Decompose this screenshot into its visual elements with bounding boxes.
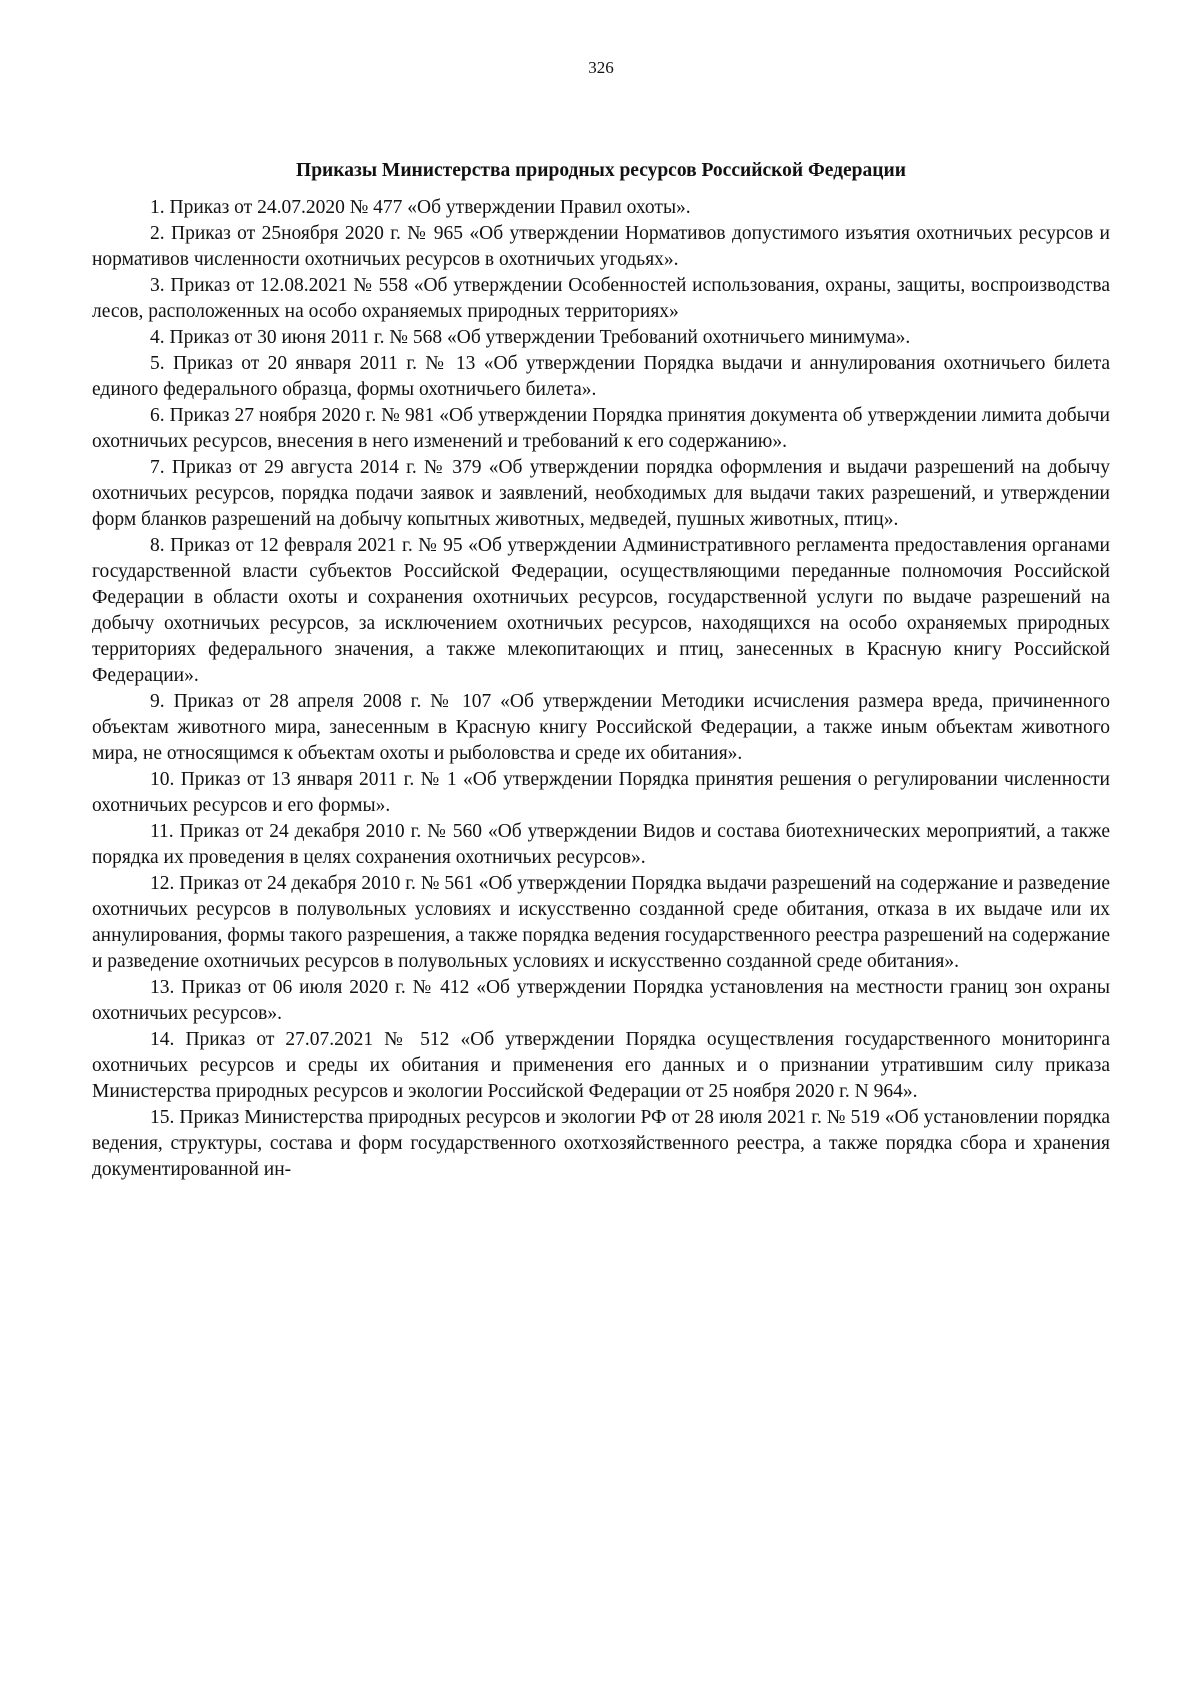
- list-item: 2. Приказ от 25ноября 2020 г. № 965 «Об утверждении Нормативов допустимого изъятия охотничьих ресурсов и нормативов численности охотничьих ресурсов в охотничьих угодьях».: [92, 223, 1110, 270]
- page-number: 326: [588, 58, 614, 77]
- list-item: 9. Приказ от 28 апреля 2008 г. № 107 «Об утверждении Методики исчисления размера вреда, причиненного объектам животного мира, занесенным в Красную книгу Российской Федерации, а также иным объектам животного мира, не относящимся к объектам охоты и рыболовства и среде их обитания».: [92, 691, 1110, 764]
- list-item: 14. Приказ от 27.07.2021 № 512 «Об утверждении Порядка осуществления государственного мониторинга охотничьих ресурсов и среды их обитания и применения его данных и о признании утратившим силу приказа Министерства природных ресурсов и экологии Российской Федерации от 25 ноября 2020 г. N 964».: [92, 1029, 1110, 1102]
- list-item: 12. Приказ от 24 декабря 2010 г. № 561 «Об утверждении Порядка выдачи разрешений на содержание и разведение охотничьих ресурсов в полувольных условиях и искусственно созданной среде обитания, отказа в их выдаче или их аннулирования, формы такого разрешения, а также порядка ведения государственного реестра разрешений на содержание и разведение охотничьих ресурсов в полувольных условиях и искусственно созданной среде обитания».: [92, 873, 1110, 972]
- list-item: 10. Приказ от 13 января 2011 г. № 1 «Об утверждении Порядка принятия решения о регулировании численности охотничьих ресурсов и его формы».: [92, 769, 1110, 816]
- list-item: 3. Приказ от 12.08.2021 № 558 «Об утверждении Особенностей использования, охраны, защиты, воспроизводства лесов, расположенных на особо охраняемых природных территориях»: [92, 275, 1110, 322]
- list-item: 5. Приказ от 20 января 2011 г. № 13 «Об утверждении Порядка выдачи и аннулирования охотничьего билета единого федерального образца, формы охотничьего билета».: [92, 353, 1110, 400]
- list-item: 4. Приказ от 30 июня 2011 г. № 568 «Об утверждении Требований охотничьего минимума».: [150, 327, 911, 348]
- list-item: 8. Приказ от 12 февраля 2021 г. № 95 «Об утверждении Административного регламента предоставления органами государственной власти субъектов Российской Федерации, осуществляющими переданные полномочия Российской Федерации в области охоты и сохранения охотничьих ресурсов, государственной услуги по выдаче разрешений на добычу охотничьих ресурсов, за исключением охотничьих ресурсов, находящихся на особо охраняемых природных территориях федерального значения, а также млекопитающих и птиц, занесенных в Красную книгу Российской Федерации».: [92, 535, 1110, 686]
- list-item: 1. Приказ от 24.07.2020 № 477 «Об утверждении Правил охоты».: [150, 197, 691, 218]
- list-item: 15. Приказ Министерства природных ресурсов и экологии РФ от 28 июля 2021 г. № 519 «Об установлении порядка ведения, структуры, состава и форм государственного охотхозяйственного реестра, а также порядка сбора и хранения документированной ин-: [92, 1107, 1110, 1180]
- list-item: 13. Приказ от 06 июля 2020 г. № 412 «Об утверждении Порядка установления на местности границ зон охраны охотничьих ресурсов».: [92, 977, 1110, 1024]
- list-item: 6. Приказ 27 ноября 2020 г. № 981 «Об утверждении Порядка принятия документа об утверждении лимита добычи охотничьих ресурсов, внесения в него изменений и требований к его содержанию».: [92, 405, 1110, 452]
- page-title: Приказы Министерства природных ресурсов Российской Федерации: [296, 160, 906, 181]
- order-list: [92, 195, 1110, 1183]
- list-item: 11. Приказ от 24 декабря 2010 г. № 560 «Об утверждении Видов и состава биотехнических мероприятий, а также порядка их проведения в целях сохранения охотничьих ресурсов».: [92, 821, 1110, 868]
- list-item: 7. Приказ от 29 августа 2014 г. № 379 «Об утверждении порядка оформления и выдачи разрешений на добычу охотничьих ресурсов, порядка подачи заявок и заявлений, необходимых для выдачи таких разрешений, и утверждении форм бланков разрешений на добычу копытных животных, медведей, пушных животных, птиц».: [92, 457, 1110, 530]
